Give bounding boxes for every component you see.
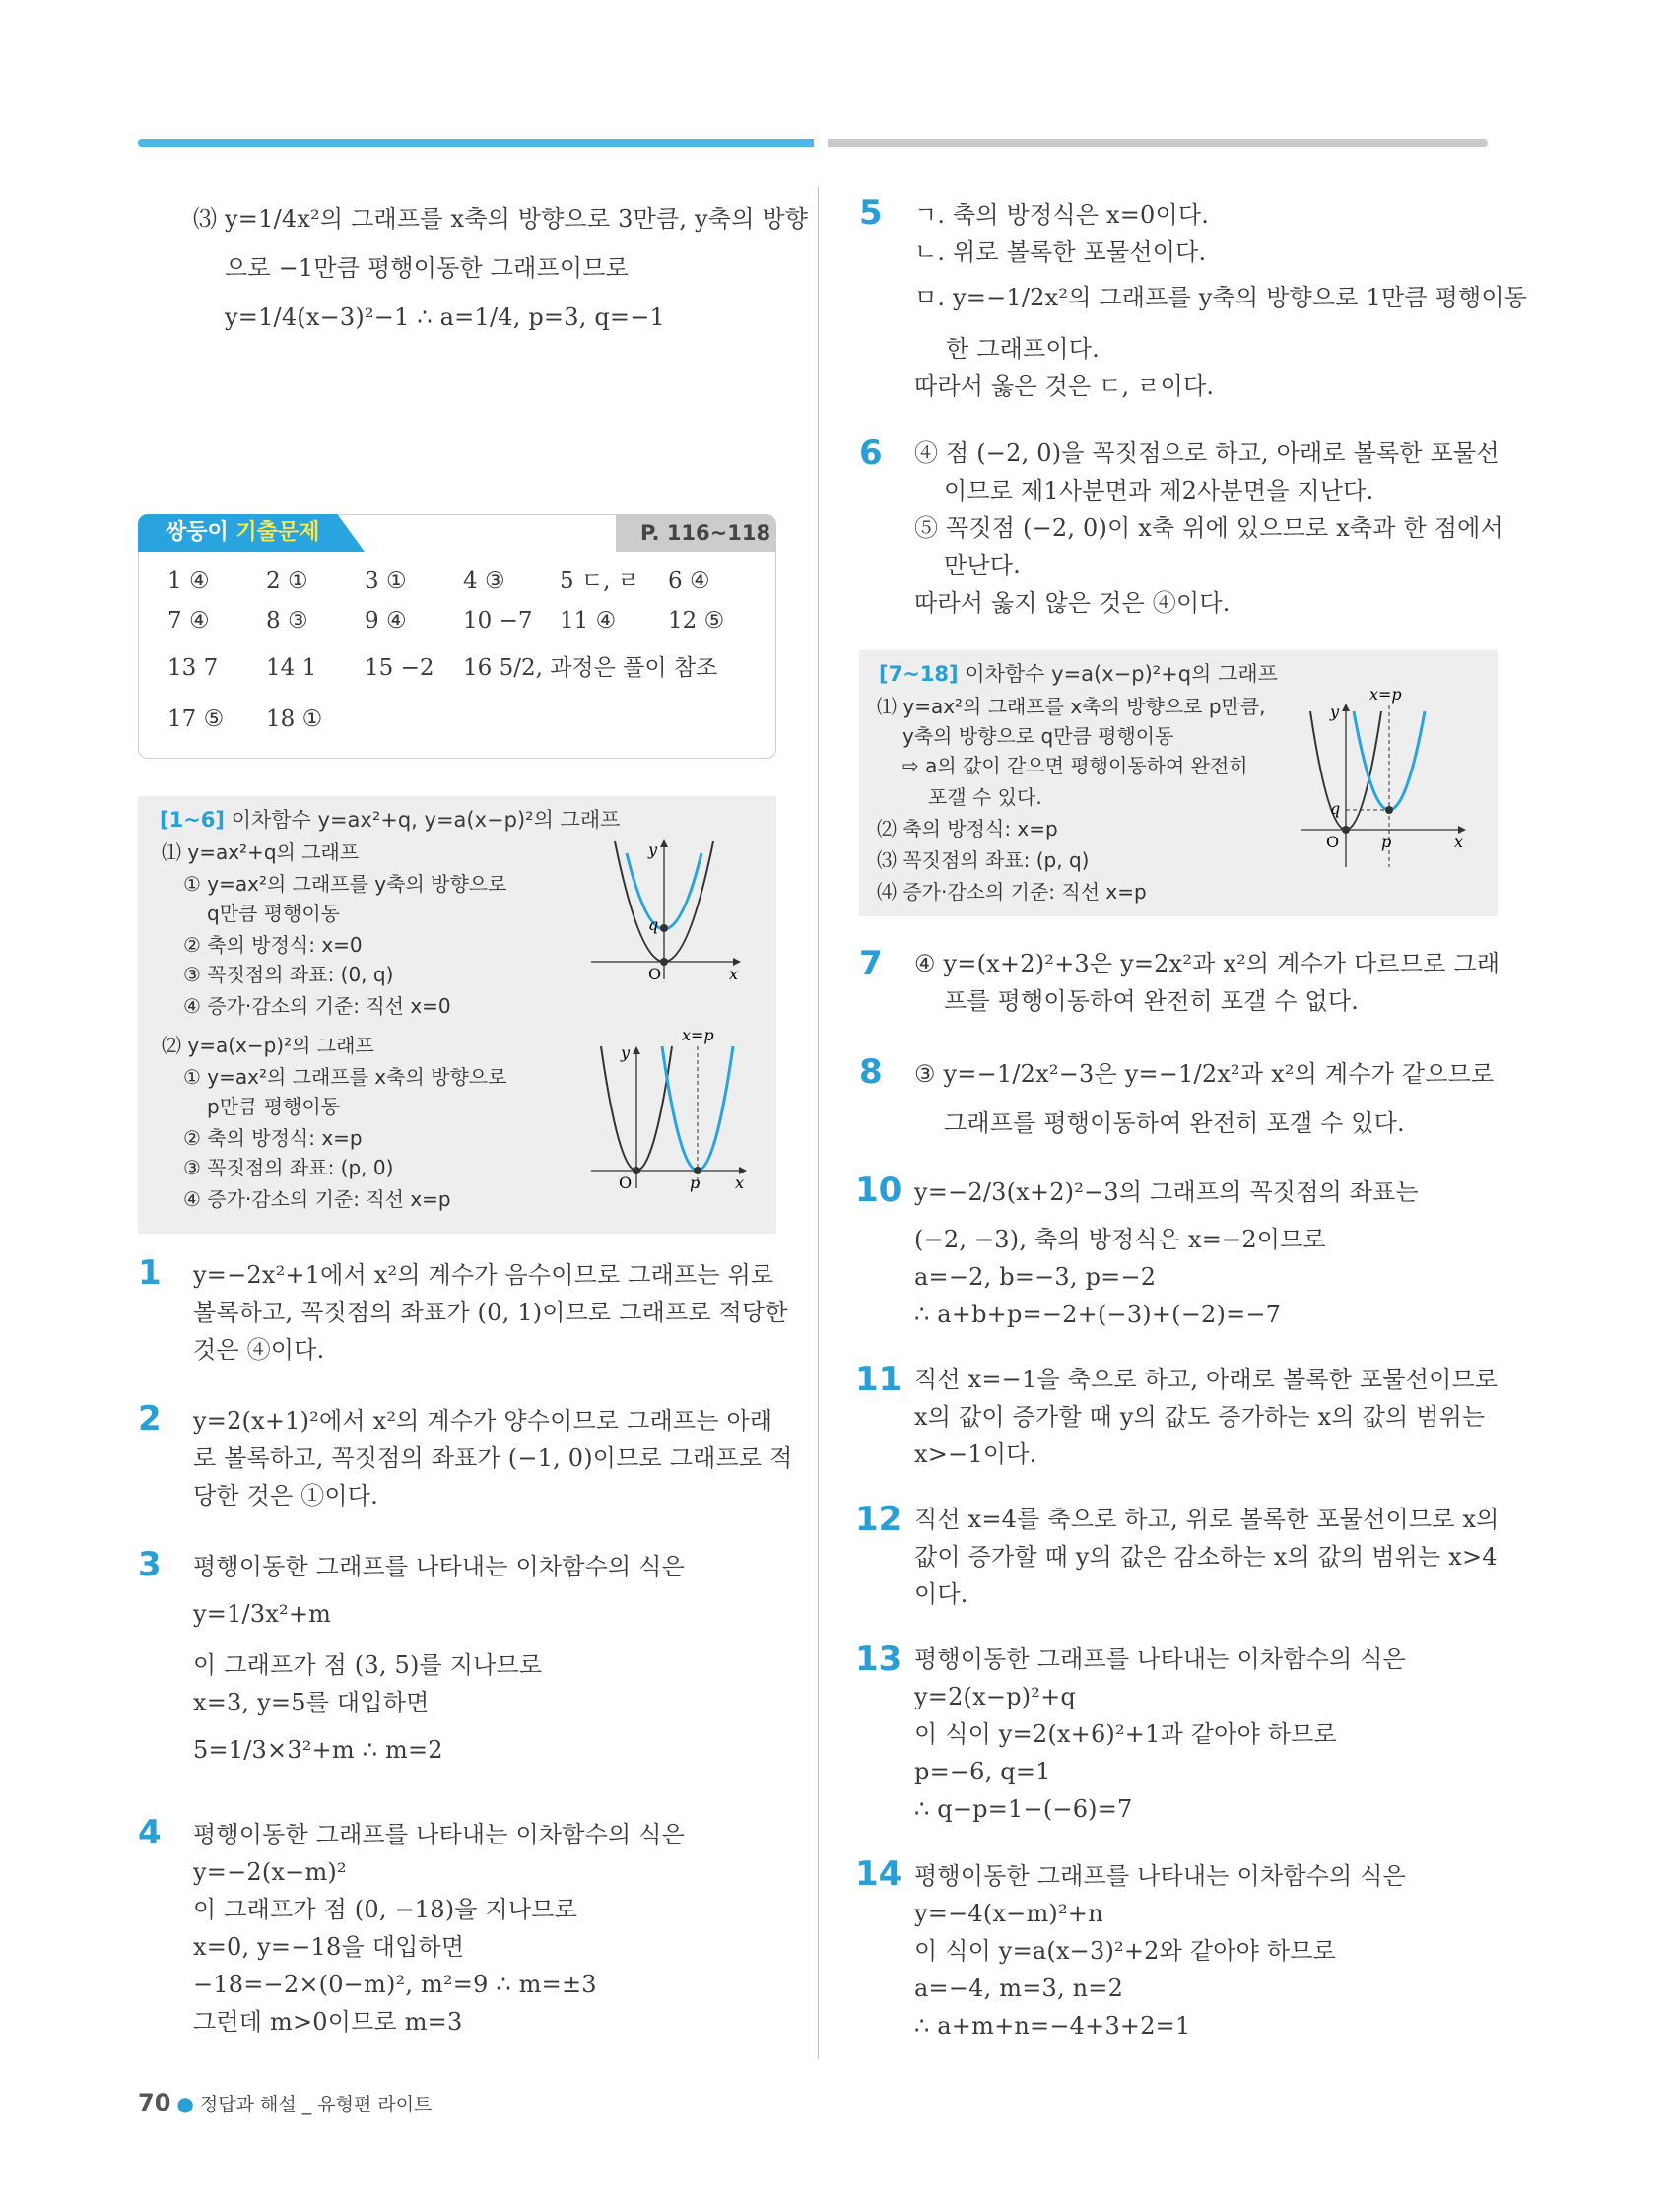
solution-number: 14	[855, 1854, 902, 1894]
summary-line: ⑴ y=ax²+q의 그래프	[162, 840, 360, 864]
text-line: y=1/4(x−3)²−1 ∴ a=1/4, p=3, q=−1	[225, 303, 666, 331]
origin-label: O	[619, 1173, 633, 1192]
solution-number: 8	[859, 1052, 883, 1092]
text-line: 이다.	[914, 1580, 968, 1608]
parabola-graph-vertical-shift	[587, 836, 745, 983]
answer-item: 12 ⑤	[668, 608, 725, 634]
text-line: 로 볼록하고, 꼭짓점의 좌표가 (−1, 0)이므로 그래프로 적	[193, 1444, 793, 1472]
point-label-p: p	[690, 1173, 701, 1192]
text-line: x>−1이다.	[914, 1441, 1037, 1468]
summary-line: ③ 꼭짓점의 좌표: (p, 0)	[183, 1156, 394, 1179]
page-range: P. 116~118	[640, 521, 771, 545]
text-line: y=−2x²+1에서 x²의 계수가 음수이므로 그래프는 위로	[193, 1261, 774, 1289]
point-label-p: p	[1381, 833, 1392, 851]
text-line: 이 그래프가 점 (3, 5)를 지나므로	[193, 1651, 543, 1679]
text-line: 평행이동한 그래프를 나타내는 이차함수의 식은	[914, 1862, 1406, 1890]
text-line: ⑤ 꼭짓점 (−2, 0)이 x축 위에 있으므로 x축과 한 점에서	[914, 514, 1503, 542]
text-line: 5=1/3×3²+m ∴ m=2	[193, 1736, 443, 1764]
text-line: a=−2, b=−3, p=−2	[914, 1263, 1157, 1291]
summary-line: ⑶ 꼭짓점의 좌표: (p, q)	[877, 848, 1090, 872]
text-line: y=−2(x−m)²	[193, 1858, 347, 1886]
answer-item: 18 ①	[266, 706, 323, 732]
text-line: y=2(x−p)²+q	[914, 1683, 1076, 1710]
text-line: ㅁ. y=−1/2x²의 그래프를 y축의 방향으로 1만큼 평행이동	[914, 284, 1528, 311]
summary-line: ② 축의 방정식: x=0	[183, 933, 363, 957]
summary-line: ⑷ 증가·감소의 기준: 직선 x=p	[877, 880, 1147, 904]
parabola-graph-general-shift	[1297, 684, 1474, 871]
text-line: ⑶ y=1/4x²의 그래프를 x축의 방향으로 3만큼, y축의 방향	[193, 205, 809, 233]
text-line: 프를 평행이동하여 완전히 포갤 수 없다.	[944, 987, 1360, 1015]
text-line: x의 값이 증가할 때 y의 값도 증가하는 x의 값의 범위는	[914, 1403, 1486, 1431]
text-line: 볼록하고, 꼭짓점의 좌표가 (0, 1)이므로 그래프로 적당한	[193, 1299, 788, 1326]
text-line: (−2, −3), 축의 방정식은 x=−2이므로	[914, 1226, 1326, 1253]
summary-line: p만큼 평행이동	[207, 1095, 340, 1118]
solution-number: 4	[138, 1813, 162, 1852]
solution-number: 2	[138, 1399, 162, 1439]
answer-item: 10 −7	[463, 608, 533, 634]
text-line: 평행이동한 그래프를 나타내는 이차함수의 식은	[914, 1645, 1406, 1673]
vertex-label-q: q	[1330, 799, 1341, 818]
answer-item: 6 ④	[668, 569, 710, 594]
answer-item: 2 ①	[266, 569, 308, 594]
answer-item: 4 ③	[463, 569, 505, 594]
summary-line: ③ 꼭짓점의 좌표: (0, q)	[183, 963, 394, 986]
answer-item: 15 −2	[365, 655, 434, 681]
text-line: y=2(x+1)²에서 x²의 계수가 양수이므로 그래프는 아래	[193, 1407, 773, 1435]
summary-line: ① y=ax²의 그래프를 y축의 방향으로	[183, 872, 507, 896]
axis-line-label: x=p	[1369, 685, 1402, 704]
text-line: 직선 x=−1을 축으로 하고, 아래로 볼록한 포물선이므로	[914, 1366, 1499, 1393]
text-line: 직선 x=4를 축으로 하고, 위로 볼록한 포물선이므로 x의	[914, 1506, 1500, 1533]
summary-line: ⑵ 축의 방정식: x=p	[877, 817, 1058, 840]
summary-line: 포갤 수 있다.	[928, 785, 1042, 809]
solution-number: 11	[855, 1360, 902, 1399]
summary-line: ⑴ y=ax²의 그래프를 x축의 방향으로 p만큼,	[877, 695, 1266, 718]
page-number: 70	[138, 2089, 171, 2116]
solution-number: 13	[855, 1640, 902, 1679]
answer-item: 7 ④	[167, 608, 210, 634]
text-line: p=−6, q=1	[914, 1758, 1051, 1785]
solution-number: 12	[855, 1500, 902, 1539]
parabola-graph-horizontal-shift	[587, 1025, 755, 1192]
text-line: 따라서 옳은 것은 ㄷ, ㄹ이다.	[914, 372, 1215, 400]
answer-item: 1 ④	[167, 569, 210, 594]
origin-label: O	[1326, 833, 1340, 851]
text-line: ④ 점 (−2, 0)을 꼭짓점으로 하고, 아래로 볼록한 포물선	[914, 439, 1500, 467]
text-line: x=0, y=−18을 대입하면	[193, 1933, 465, 1961]
text-line: 값이 증가할 때 y의 값은 감소하는 x의 값의 범위는 x>4	[914, 1543, 1498, 1571]
axis-line-label: x=p	[682, 1026, 714, 1044]
text-line: 그래프를 평행이동하여 완전히 포갤 수 있다.	[944, 1109, 1405, 1137]
solution-number: 3	[138, 1545, 162, 1584]
text-line: 그런데 m>0이므로 m=3	[193, 2008, 463, 2036]
answer-item: 13 7	[167, 655, 219, 681]
summary-line: y축의 방향으로 q만큼 평행이동	[902, 724, 1174, 748]
text-line: 이 식이 y=a(x−3)²+2와 같아야 하므로	[914, 1937, 1336, 1965]
summary-heading: [1~6] 이차함수 y=ax²+q, y=a(x−p)²의 그래프	[160, 808, 621, 832]
vertex-label-q: q	[648, 915, 659, 934]
text-line: 이 그래프가 점 (0, −18)을 지나므로	[193, 1896, 578, 1923]
axis-label-x: x	[735, 1173, 745, 1192]
summary-line: ⑵ y=a(x−p)²의 그래프	[162, 1034, 374, 1057]
summary-line: ② 축의 방정식: x=p	[183, 1126, 363, 1150]
text-line: y=−4(x−m)²+n	[914, 1900, 1103, 1927]
summary-line: ① y=ax²의 그래프를 x축의 방향으로	[183, 1065, 507, 1089]
answer-item: 5 ㄷ, ㄹ	[560, 569, 640, 594]
text-line: −18=−2×(0−m)², m²=9 ∴ m=±3	[193, 1971, 597, 1998]
text-line: 만난다.	[944, 552, 1021, 579]
answer-item: 14 1	[266, 655, 317, 681]
summary-line: ④ 증가·감소의 기준: 직선 x=0	[183, 994, 451, 1018]
axis-label-y: y	[621, 1043, 631, 1062]
summary-line: ④ 증가·감소의 기준: 직선 x=p	[183, 1187, 451, 1211]
text-line: 당한 것은 ①이다.	[193, 1482, 378, 1509]
text-line: a=−4, m=3, n=2	[914, 1975, 1124, 2002]
summary-heading: [7~18] 이차함수 y=a(x−p)²+q의 그래프	[879, 662, 1278, 686]
text-line: ∴ a+b+p=−2+(−3)+(−2)=−7	[914, 1301, 1282, 1328]
text-line: 으로 −1만큼 평행이동한 그래프이므로	[225, 254, 630, 282]
solution-number: 6	[859, 434, 883, 473]
text-line: ③ y=−1/2x²−3은 y=−1/2x²과 x²의 계수가 같으므로	[914, 1060, 1495, 1088]
header-accent-bar	[138, 139, 814, 147]
text-line: ㄴ. 위로 볼록한 포물선이다.	[914, 238, 1207, 266]
axis-label-x: x	[729, 965, 739, 983]
header-gray-bar	[828, 139, 1488, 147]
answer-item: 16 5/2, 과정은 풀이 참조	[463, 655, 718, 681]
axis-label-y: y	[648, 840, 658, 859]
text-line: 이 식이 y=2(x+6)²+1과 같아야 하므로	[914, 1720, 1337, 1748]
solution-number: 1	[138, 1253, 162, 1293]
text-line: 것은 ④이다.	[193, 1336, 325, 1364]
text-line: ㄱ. 축의 방정식은 x=0이다.	[914, 201, 1210, 229]
footer-text: 정답과 해설 _ 유형편 라이트	[199, 2094, 433, 2115]
text-line: ∴ q−p=1−(−6)=7	[914, 1795, 1133, 1823]
text-line: 한 그래프이다.	[946, 335, 1100, 363]
page-footer	[138, 2089, 432, 2116]
text-line: 평행이동한 그래프를 나타내는 이차함수의 식은	[193, 1553, 685, 1580]
answer-item: 9 ④	[365, 608, 407, 634]
summary-line: ⇨ a의 값이 같으면 평행이동하여 완전히	[902, 754, 1248, 777]
column-divider	[818, 187, 819, 2059]
answer-item: 3 ①	[365, 569, 407, 594]
solution-number: 5	[859, 193, 883, 233]
text-line: ④ y=(x+2)²+3은 y=2x²과 x²의 계수가 다르므로 그래	[914, 950, 1501, 977]
text-line: x=3, y=5를 대입하면	[193, 1689, 430, 1716]
text-line: y=1/3x²+m	[193, 1600, 332, 1628]
bullet-icon: ●	[176, 2092, 194, 2115]
text-line: 이므로 제1사분면과 제2사분면을 지난다.	[944, 477, 1374, 504]
axis-label-y: y	[1330, 703, 1340, 721]
solution-number: 7	[859, 944, 883, 983]
answer-item: 8 ③	[266, 608, 308, 634]
axis-label-x: x	[1454, 833, 1464, 851]
text-line: 평행이동한 그래프를 나타내는 이차함수의 식은	[193, 1821, 685, 1848]
answer-item: 17 ⑤	[167, 706, 225, 732]
text-line: 따라서 옳지 않은 것은 ④이다.	[914, 589, 1231, 617]
answer-item: 11 ④	[560, 608, 617, 634]
answer-box-title: 쌍둥이 기출문제	[166, 520, 320, 545]
summary-line: q만큼 평행이동	[207, 902, 340, 925]
text-line: y=−2/3(x+2)²−3의 그래프의 꼭짓점의 좌표는	[914, 1178, 1419, 1206]
solution-number: 10	[855, 1171, 902, 1210]
text-line: ∴ a+m+n=−4+3+2=1	[914, 2012, 1191, 2040]
origin-label: O	[648, 965, 662, 983]
